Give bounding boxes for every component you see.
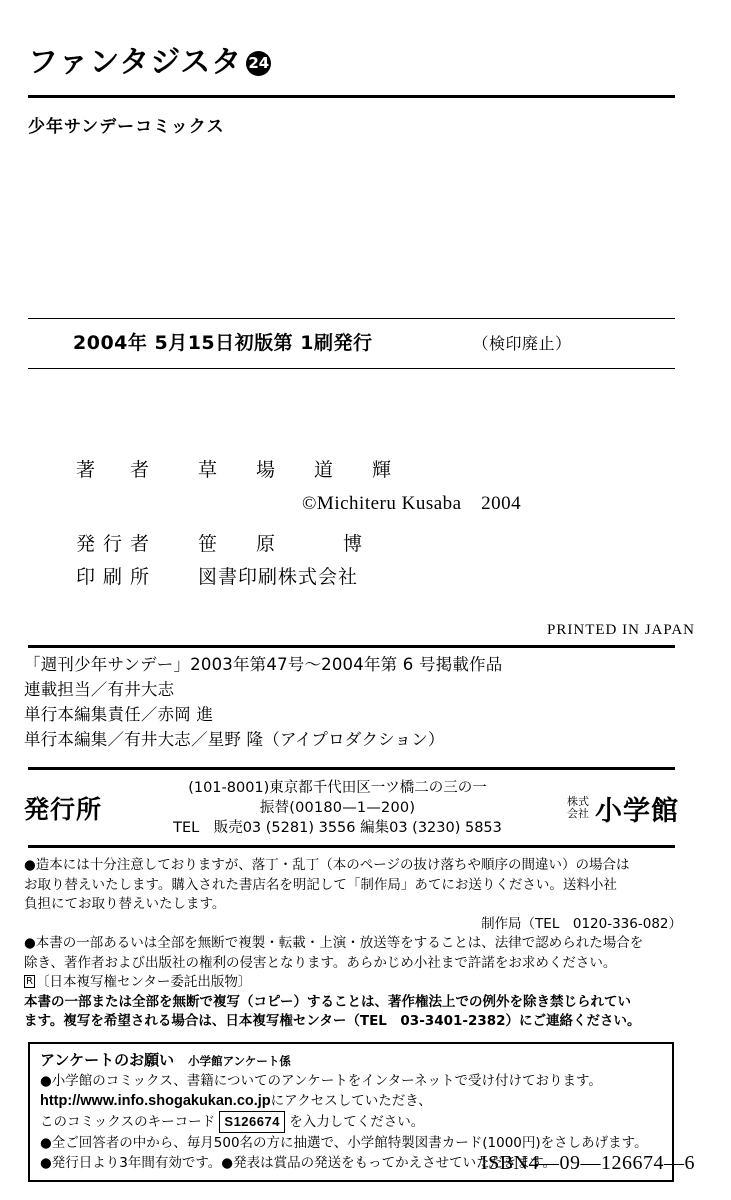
serial-line-2: 連載担当／有井大志 [24,680,175,699]
legal-line-1: ●造本には十分注意しておりますが、落丁・乱丁（本のページの抜け落ちや順序の間違い）の場合は [24,857,630,873]
printer-label: 印刷所 [76,566,158,588]
divider-publisher-bottom [28,845,675,848]
publisher-name-group [567,789,679,828]
survey-department: 小学館アンケート係 [188,1054,291,1068]
survey-url-link[interactable]: http://www.info.shogakukan.co.jp [40,1093,271,1109]
divider-pubdate-bottom [28,368,675,369]
legal-line-9: ます。複写を希望される場合は、日本複写権センター（TEL 03-3401-2382）にご連絡ください。 [24,1013,641,1029]
survey-keycode-suffix: を入力してください。 [289,1114,425,1130]
company-name: 小学館 [595,795,679,827]
series-label: 少年サンデーコミックス [28,117,225,137]
legal-line-7 [24,973,682,993]
publisher-address-line-2: 振替(00180—1—200) [259,800,416,816]
legal-line-8: 本書の一部または全部を無断で複写（コピー）することは、著作権法上での例外を除き禁じられてい [24,993,631,1010]
survey-line-4: ●全ご回答者の中から、毎月500名の方に抽選で、小学館特製図書カード(1000円)をさしあげます。 [40,1135,648,1151]
serial-line-1: 「週刊少年サンデー」2003年第47号〜2004年第 6 号掲載作品 [24,655,503,674]
survey-keycode-prefix: このコミックスのキーコード [40,1114,216,1130]
legal-line-2: お取り替えいたします。購入された書店名を明記して「制作局」あてにお送りください。送料小社 [24,876,617,893]
publisher-office-label: 発行所 [24,795,103,824]
reproduction-rights-mark: R [26,976,33,987]
survey-line-1: ●小学館のコミックス、書籍についてのアンケートをインターネットで受け付けております。 [40,1073,602,1089]
seal-note: （検印廃止） [472,334,572,353]
copyright-line: ©Michiteru Kusaba 2004 [302,493,522,514]
printer-name: 図書印刷株式会社 [198,566,359,588]
company-type-line-2: 会社 [567,807,589,820]
publisher-label: 発行者 [76,533,158,555]
serial-line-3: 単行本編集責任／赤岡 進 [24,705,214,724]
divider-top [28,95,675,98]
legal-line-3: 負担にてお取り替えいたします。 [24,896,226,912]
credit-row-publisher [28,529,675,556]
legal-line-4: 制作局（TEL 0120-336-082） [481,915,682,932]
survey-url-suffix: にアクセスしていただき、 [270,1093,432,1109]
legal-line-6: 除き、著作者および出版社の権利の侵害となります。あらかじめ小社まで許諾をお求めください。 [24,954,617,971]
survey-title-row [40,1050,664,1071]
divider-serial-top [28,645,675,648]
printed-in-japan: PRINTED IN JAPAN [547,622,695,638]
serial-line-4: 単行本編集／有井大志／星野 隆（アイプロダクション） [24,730,445,749]
divider-pubdate-top [28,318,675,319]
credit-row-printer [28,562,675,589]
legal-line-7-text: 〔日本複写権センター委託出版物〕 [35,974,252,990]
publisher-address-line-3: TEL 販売03 (5281) 3556 編集03 (3230) 5853 [173,820,502,836]
publication-date: 2004年 5月15日初版第 1刷発行 [73,332,373,354]
publication-date-row [28,328,675,355]
publisher-address [102,778,567,838]
serialization-block [24,652,679,752]
company-type [567,796,589,820]
page-title: ファンタジスタ [28,45,243,80]
publisher-address-line-1: (101-8001)東京都千代田区一ツ橋二の三の一 [188,780,487,796]
survey-keycode-row [40,1111,664,1133]
divider-publisher-top [28,767,675,770]
survey-keycode: S126674 [219,1111,285,1133]
book-title-row [28,45,271,80]
isbn-number: ISBN4—09—126674—6 [480,1152,695,1174]
publisher-name: 笹 原 博 [198,533,373,555]
survey-title: アンケートのお願い [40,1051,175,1069]
credits-block [28,455,675,595]
volume-badge: 24 [246,51,271,76]
survey-line-5: ●発行日より3年間有効です。●発表は賞品の発送をもってかえさせていただきます。 [40,1155,556,1171]
legal-line-5: ●本書の一部あるいは全部を無断で複製・転載・上演・放送等をすることは、法律で認められた場合を [24,935,644,951]
company-type-line-1: 株式 [567,795,589,808]
survey-url-row [40,1091,664,1111]
credit-row-author [28,455,675,482]
publisher-block [24,778,679,838]
author-label: 著 者 [76,459,158,481]
legal-notes [24,856,682,1032]
author-name: 草 場 道 輝 [198,459,402,481]
